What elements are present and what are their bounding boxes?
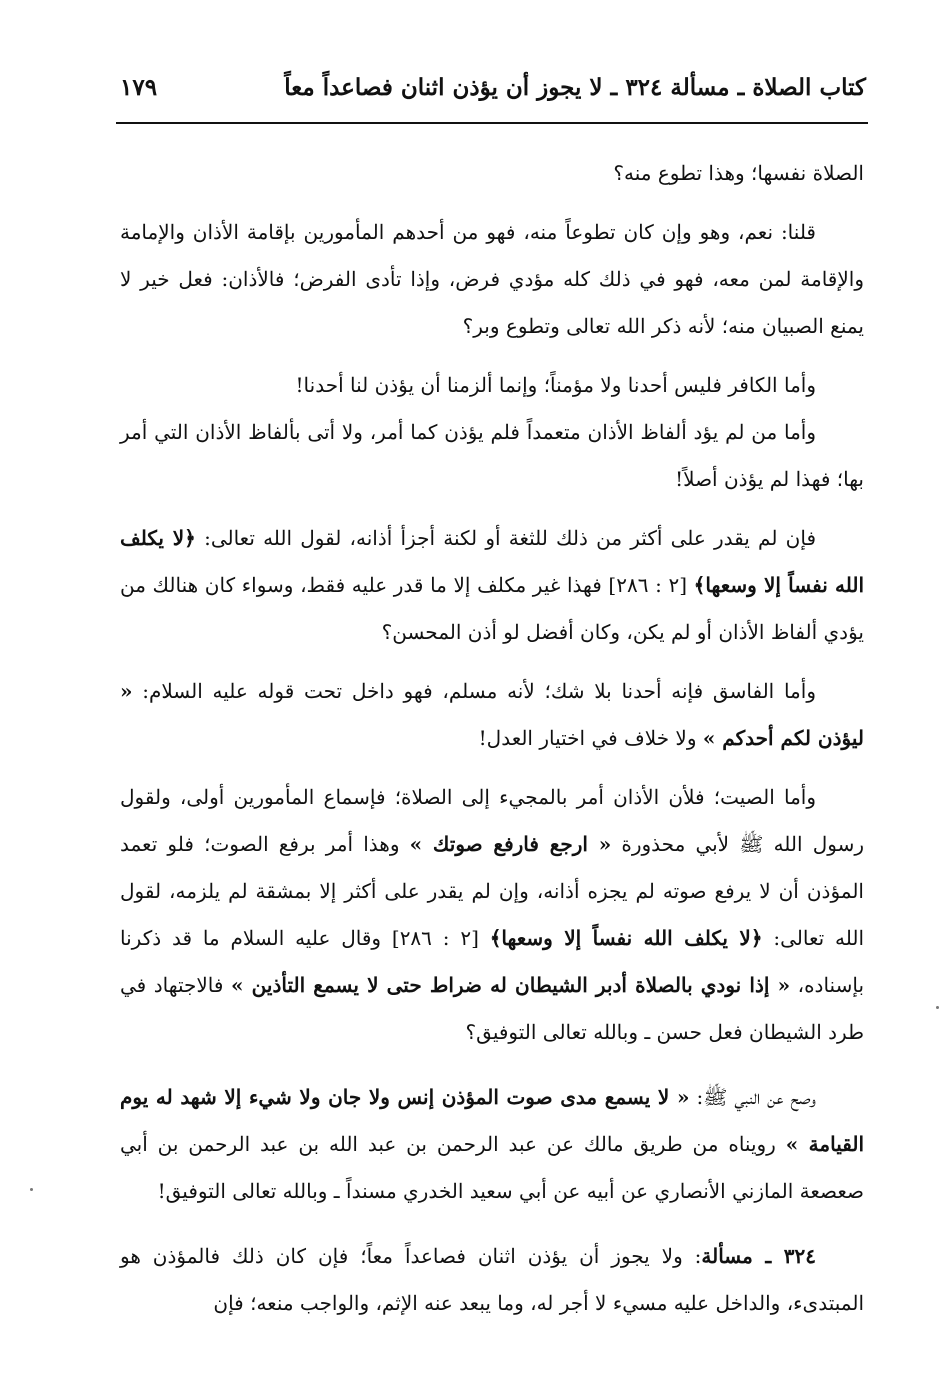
paragraph-5: [120, 515, 864, 656]
paragraph-4-text: وأما من لم يؤد ألفاظ الأذان متعمداً فلم يؤذن كما أمر، ولا أتى بألفاظ الأذان التي أمر بها؛ فهذا لم يؤذن أصلاً!: [120, 420, 864, 491]
paragraph-8: [120, 1074, 864, 1215]
paragraph-5-text: فإن لم يقدر على أكثر من ذلك للثغة أو لكنة أجزأ أذانه، لقول الله تعالى:: [195, 526, 817, 550]
paragraph-4: [120, 409, 864, 503]
paragraph-7-text-cont-2: [٢ : ٢٨٦] وقال عليه السلام ما قد ذكرنا بإسناده،: [120, 926, 865, 997]
paragraph-2: [120, 209, 864, 350]
paragraph-7: [120, 774, 864, 1056]
paragraph-9: [120, 1233, 864, 1327]
page-header: [118, 72, 866, 112]
paragraph-6-text-cont: ولا خلاف في اختيار العدل!: [478, 726, 703, 750]
page-number: ١٧٩: [120, 74, 158, 101]
paragraph-5-text-cont: [٢ : ٢٨٦] فهذا غير مكلف إلا ما قدر عليه فقط، وسواء كان هنالك من يؤدي ألفاظ الأذان أو لم يكن، وكان أفضل لو أذن المحسن؟: [120, 573, 864, 644]
margin-speck: [936, 1006, 939, 1009]
paragraph-8-text-cont: رويناه من طريق مالك عن عبد الرحمن بن عبد الله بن عبد الرحمن بن أبي صعصعة المازني الأنصاري عن أبيه عن أبي سعيد الخدري مسنداً ـ وبالله تعالى التوفيق!: [120, 1132, 864, 1203]
quran-quote: ﴿لا يكلف الله نفساً إلا وسعها﴾: [120, 526, 865, 597]
margin-speck: [30, 1188, 33, 1191]
paragraph-1-text: الصلاة نفسها؛ وهذا تطوع منه؟: [613, 161, 864, 185]
hadith-quote: « لا يسمع مدى صوت المؤذن إنس ولا جان ولا شيء إلا شهد له يوم القيامة »: [120, 1085, 865, 1156]
hadith-quote: « إذا نودي بالصلاة أدبر الشيطان له ضراط حتى لا يسمع التأذين »: [231, 973, 791, 997]
paragraph-7-text-cont-3: فالاجتهاد في طرد الشيطان فعل حسن ـ وبالله تعالى التوفيق؟: [120, 973, 864, 1044]
paragraph-2-text: قلنا: نعم، وهو وإن كان تطوعاً منه، فهو من أحدهم المأمورين بإقامة الأذان والإمامة والإقامة لمن معه، فهو في ذلك كله مؤدي فرض، وإذا تأدى الفرض؛ فالأذان: فعل خير لا يمنع الصبيان منه؛ لأنه ذكر الله تعالى وتطوع وبر؟: [120, 220, 864, 338]
issue-heading: ٣٢٤ ـ مسألة: [701, 1244, 816, 1268]
paragraph-9-text: : ولا يجوز أن يؤذن اثنان فصاعداً معاً؛ فإن كان ذلك فالمؤذن هو المبتدىء، والداخل عليه مسيء لا أجر له، وما يبعد عنه الإثم، والواجب منعه؛ فإن: [120, 1244, 864, 1315]
header-rule: [116, 122, 868, 124]
paragraph-3-text: وأما الكافر فليس أحدنا ولا مؤمناً؛ وإنما ألزمنا أن يؤذن لنا أحدنا!: [295, 373, 816, 397]
paragraph-3: [120, 362, 864, 409]
paragraph-1: [120, 150, 864, 197]
hadith-quote: « ارجع فارفع صوتك »: [409, 832, 612, 856]
paragraph-8-text: وصح عن النبي ﷺ:: [689, 1085, 816, 1109]
hadith-quote: « ليؤذن لكم أحدكم »: [120, 679, 864, 750]
page-body: [120, 150, 864, 1327]
paragraph-7-text-cont: وهذا أمر برفع الصوت؛ فلو تعمد المؤذن أن لا يرفع صوته لم يجزه أذانه، وإن لم يقدر على أكثر إلا بمشقة لم يلزمه، لقول الله تعالى:: [120, 832, 865, 950]
running-title: كتاب الصلاة ـ مسألة ٣٢٤ ـ لا يجوز أن يؤذن اثنان فصاعداً معاً: [284, 74, 866, 101]
paragraph-6: [120, 668, 864, 762]
paragraph-6-text: وأما الفاسق فإنه أحدنا بلا شك؛ لأنه مسلم، فهو داخل تحت قوله عليه السلام:: [132, 679, 816, 703]
quran-quote: ﴿لا يكلف الله نفساً إلا وسعها﴾: [489, 926, 763, 950]
paragraph-7-text: وأما الصيت؛ فلأن الأذان أمر بالمجيء إلى الصلاة؛ فإسماع المأمورين أولى، ولقول رسول الله ﷺ لأبي محذورة: [120, 785, 865, 856]
